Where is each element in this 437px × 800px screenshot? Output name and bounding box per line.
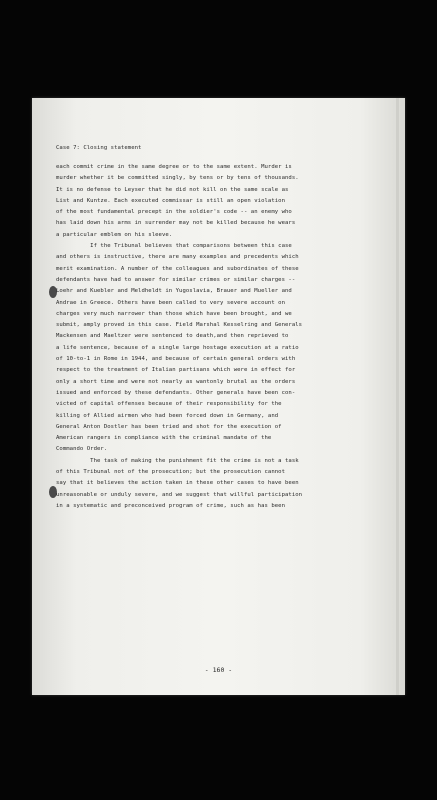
text-line: charges very much narrower than those which have been brought, and we bbox=[56, 310, 292, 317]
text-line: Commando Order. bbox=[56, 446, 108, 453]
text-line: It is no defense to Leyser that he did not kill on the same scale as bbox=[56, 186, 289, 193]
page-number: - 160 - bbox=[204, 666, 233, 674]
text-line: Mackensen and Maeltzer were sentenced to death,and then reprieved to bbox=[56, 333, 289, 340]
text-line: say that it believes the action taken in these other cases to have been bbox=[56, 480, 299, 487]
page-edge bbox=[396, 98, 399, 695]
text-line: respect to the treatment of Italian partisans which were in effect for bbox=[56, 367, 296, 374]
text-line: List and Kuntze. Each executed commissar is still an open violation bbox=[56, 197, 285, 204]
text-line: of the most fundamental precept in the soldier's code -- an enemy who bbox=[56, 209, 292, 216]
text-line: of 10-to-1 in Rome in 1944, and because of certain general orders with bbox=[56, 356, 296, 363]
text-line: Loehr and Kuebler and Meldheldt in Yugoslavia, Brauer and Mueller and bbox=[56, 288, 292, 295]
text-line: If the Tribunal believes that comparisons between this case bbox=[56, 243, 292, 250]
text-line: The task of making the punishment fit the crime is not a task bbox=[56, 457, 299, 464]
text-line: submit, amply proved in this case. Field Marshal Kesselring and Generals bbox=[56, 322, 303, 329]
text-line: murder whether it be committed singly, by tens or by tens of thousands. bbox=[56, 175, 299, 182]
page-header: Case 7: Closing statement bbox=[56, 145, 142, 151]
document-body bbox=[56, 144, 376, 512]
text-line: each commit crime in the same degree or to the same extent. Murder is bbox=[56, 164, 292, 170]
text-line: only a short time and were not nearly as wantonly brutal as the orders bbox=[56, 378, 296, 385]
text-line: unreasonable or unduly severe, and we suggest that willful participation bbox=[56, 491, 303, 498]
text-line: defendants have had to answer for similar crimes or similar charges -- bbox=[56, 276, 296, 283]
text-line: has laid down his arms in surrender may not be killed because he wears bbox=[56, 220, 296, 227]
text-line: issued and enforced by these defendants. Other generals have been con- bbox=[56, 389, 296, 396]
text-line: killing of Allied airmen who had been forced down in Germany, and bbox=[56, 412, 279, 419]
text-line: a life sentence, because of a single large hostage execution at a ratio bbox=[56, 344, 299, 351]
text-line: victed of capital offenses because of their responsibility for the bbox=[56, 401, 282, 408]
text-line: and others is instructive, there are many examples and precedents which bbox=[56, 254, 299, 261]
text-line: General Anton Dostler has been tried and shot for the execution of bbox=[56, 423, 282, 430]
text-line: a particular emblem on his sleeve. bbox=[56, 231, 173, 238]
text-line: of this Tribunal not of the prosecution; but the prosecution cannot bbox=[56, 469, 285, 476]
document-page bbox=[32, 98, 405, 695]
text-line: Andrae in Greece. Others have been called to very severe account on bbox=[56, 299, 285, 306]
text-line: American rangers in compliance with the criminal mandate of the bbox=[56, 435, 272, 442]
text-line: merit examination. A number of the colleagues and subordinates of these bbox=[56, 265, 299, 272]
text-line: in a systematic and preconceived program of crime, such as has been bbox=[56, 502, 285, 509]
